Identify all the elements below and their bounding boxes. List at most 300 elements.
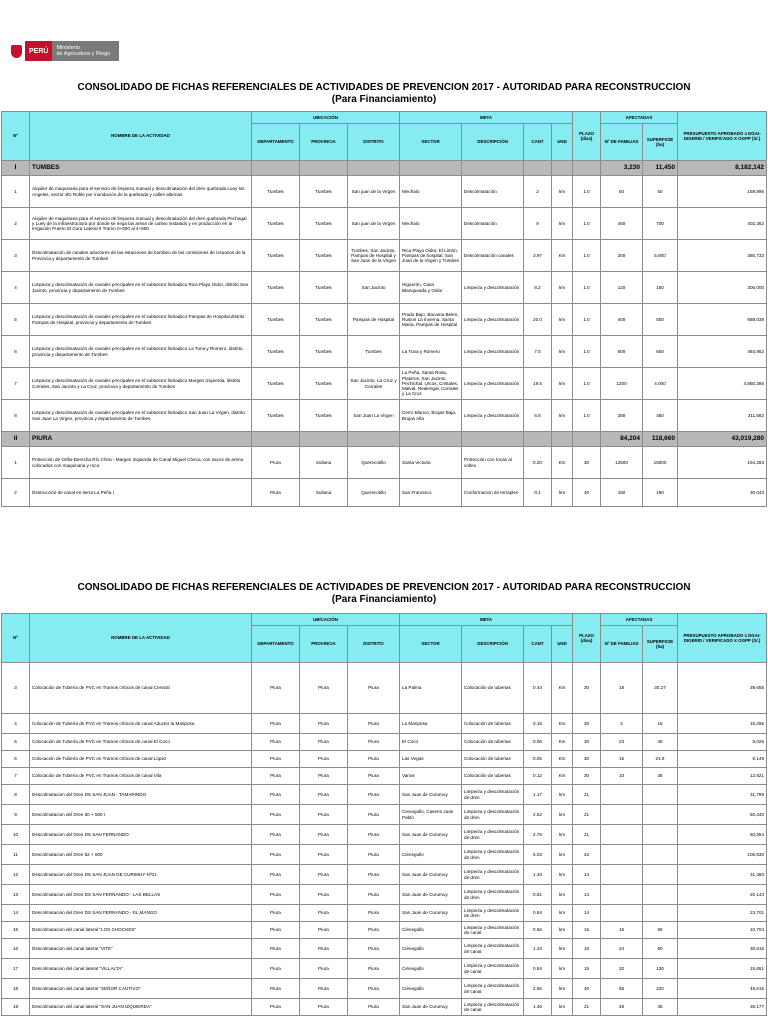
row-sector: La Tuna y Romero bbox=[400, 336, 462, 368]
row-presupuesto: 12,821 bbox=[678, 768, 767, 785]
table-row bbox=[2, 336, 767, 368]
row-descripcion: Limpieza y descolmatación de dren bbox=[462, 905, 524, 922]
row-activity-name: Descolmatacion del Dren DS SAN FERNANDO bbox=[30, 825, 252, 845]
table-row bbox=[2, 999, 767, 1016]
row-und: km bbox=[552, 400, 573, 432]
row-num: 12 bbox=[2, 865, 30, 885]
row-provincia: Tumbes bbox=[300, 304, 348, 336]
row-presupuesto: 30,616 bbox=[678, 939, 767, 959]
header-plazo-label: PLAZO bbox=[579, 130, 594, 136]
row-und: Km bbox=[552, 714, 573, 734]
row-presupuesto: 16,295 bbox=[678, 714, 767, 734]
header-provincia: PROVINCIA bbox=[300, 124, 348, 161]
row-descripcion: Descolmatación bbox=[462, 208, 524, 240]
row-departamento: Piura bbox=[252, 751, 300, 768]
row-superficie: 16 bbox=[643, 714, 678, 734]
row-familias: 150 bbox=[601, 479, 643, 507]
row-und: km bbox=[552, 336, 573, 368]
row-superficie bbox=[643, 865, 678, 885]
header-und: UND bbox=[552, 626, 573, 663]
row-superficie: 500 bbox=[643, 304, 678, 336]
row-familias: 12500 bbox=[601, 447, 643, 479]
row-familias: 280 bbox=[601, 400, 643, 432]
row-cant: 0.61 bbox=[524, 885, 552, 905]
group-empty-cell bbox=[300, 161, 348, 176]
row-num: 3 bbox=[2, 663, 30, 714]
row-provincia: Piura bbox=[300, 845, 348, 865]
row-distrito: Tumbes, San Jacinto, Pampas de Hospital y San Juan de la Virgen bbox=[348, 240, 400, 272]
row-activity-name: Descolmatacion del Dren DS SAN JUAN DE CURIMUY Nº01 bbox=[30, 865, 252, 885]
row-distrito: San Jacinto bbox=[348, 272, 400, 304]
row-descripcion: Limpieza y descolmatación de dren bbox=[462, 805, 524, 825]
header-ubicacion: UBICACIÓN bbox=[252, 112, 400, 124]
coat-of-arms-icon bbox=[7, 41, 25, 61]
row-presupuesto: 39,655 bbox=[678, 663, 767, 714]
row-activity-name: Descolmatacion del canal lateral "VILLALTA" bbox=[30, 959, 252, 979]
row-plazo: 30 bbox=[573, 979, 601, 999]
group-empty-cell bbox=[252, 161, 300, 176]
row-provincia: Piura bbox=[300, 805, 348, 825]
logo-ministry bbox=[52, 41, 114, 61]
header-cant: CANT bbox=[524, 124, 552, 161]
row-plazo: 1.0 bbox=[573, 368, 601, 400]
row-und: Km bbox=[552, 663, 573, 714]
header-plazo bbox=[573, 614, 601, 663]
header-activity-name: NOMBRE DE LA ACTIVIDAD bbox=[30, 112, 252, 161]
row-descripcion: Colocación de tuberias bbox=[462, 714, 524, 734]
row-distrito: Piura bbox=[348, 825, 400, 845]
row-sector: La Mariposa bbox=[400, 714, 462, 734]
header-num: Nº bbox=[2, 112, 30, 161]
row-cant: 20.0 bbox=[524, 304, 552, 336]
row-und: km bbox=[552, 479, 573, 507]
group-empty-cell bbox=[524, 161, 552, 176]
row-provincia: Tumbes bbox=[300, 368, 348, 400]
row-activity-name: Descolmatacion del Dren 50 + 500 I bbox=[30, 805, 252, 825]
row-descripcion: Limpieza y descolmatación de dren bbox=[462, 785, 524, 805]
row-descripcion: Colocación de tuberias bbox=[462, 663, 524, 714]
group-empty-cell bbox=[462, 432, 524, 447]
row-provincia: Piura bbox=[300, 979, 348, 999]
row-plazo: 30 bbox=[573, 447, 601, 479]
header-afectadas: AFECTADAS bbox=[601, 614, 678, 626]
table-row bbox=[2, 885, 767, 905]
row-presupuesto: 484,952 bbox=[678, 336, 767, 368]
row-superficie: 190 bbox=[643, 479, 678, 507]
row-provincia: Piura bbox=[300, 905, 348, 922]
row-plazo: 1.0 bbox=[573, 272, 601, 304]
row-provincia: Tumbes bbox=[300, 272, 348, 304]
group-empty-cell bbox=[573, 161, 601, 176]
row-plazo: 1.0 bbox=[573, 208, 601, 240]
row-num: 6 bbox=[2, 336, 30, 368]
row-descripcion: Limpieza y descolmatación bbox=[462, 400, 524, 432]
row-und: km bbox=[552, 979, 573, 999]
group-familias: 3,230 bbox=[601, 161, 643, 176]
row-superficie: 700 bbox=[643, 208, 678, 240]
row-sector: Ciénegullo bbox=[400, 845, 462, 865]
row-cant: 1.46 bbox=[524, 999, 552, 1016]
row-presupuesto: 380,733 bbox=[678, 240, 767, 272]
row-und: km bbox=[552, 805, 573, 825]
table-row bbox=[2, 922, 767, 939]
row-provincia: Sullana bbox=[300, 447, 348, 479]
row-plazo: 30 bbox=[573, 663, 601, 714]
group-familias: 84,204 bbox=[601, 432, 643, 447]
row-provincia: Piura bbox=[300, 714, 348, 734]
row-plazo: 15 bbox=[573, 922, 601, 939]
row-departamento: Tumbes bbox=[252, 272, 300, 304]
header-plazo-days: (días) bbox=[580, 638, 593, 643]
row-provincia: Tumbes bbox=[300, 336, 348, 368]
row-und: km bbox=[552, 905, 573, 922]
row-sector: Mechalo bbox=[400, 176, 462, 208]
row-descripcion: Limpieza y descolmatación bbox=[462, 304, 524, 336]
row-superficie bbox=[643, 845, 678, 865]
row-descripcion: Colocación de tuberias bbox=[462, 734, 524, 751]
row-activity-name: Colocación de Tubería de PVC en Tramos críticos de canal Vila bbox=[30, 768, 252, 785]
row-provincia: Piura bbox=[300, 999, 348, 1016]
ministry-logo bbox=[7, 41, 119, 61]
row-descripcion: Limpieza y descolmatación de dren bbox=[462, 885, 524, 905]
row-distrito: Piura bbox=[348, 979, 400, 999]
row-distrito: Piura bbox=[348, 751, 400, 768]
row-activity-name: Colocación de Tubería de PVC en Tramos críticos de canal Cerezal bbox=[30, 663, 252, 714]
group-presupuesto: 43,019,280 bbox=[678, 432, 767, 447]
row-departamento: Tumbes bbox=[252, 304, 300, 336]
row-num: 2 bbox=[2, 479, 30, 507]
row-sector: La Peña, Santa Rosa, Plateros, San Jacinto, Pechichal, Urcos, Cristales, Malval, Realengal, Corrales y La Cruz bbox=[400, 368, 462, 400]
row-departamento: Piura bbox=[252, 885, 300, 905]
row-cant: 0.15 bbox=[524, 714, 552, 734]
row-departamento: Tumbes bbox=[252, 176, 300, 208]
row-presupuesto: 194,283 bbox=[678, 447, 767, 479]
row-plazo: 1.0 bbox=[573, 336, 601, 368]
row-sector: San Juan de Curumuy bbox=[400, 999, 462, 1016]
row-familias bbox=[601, 805, 643, 825]
row-provincia: Piura bbox=[300, 785, 348, 805]
row-descripcion: Limpieza y descolmatación de canal bbox=[462, 922, 524, 939]
row-familias: 1200 bbox=[601, 368, 643, 400]
row-plazo: 30 bbox=[573, 734, 601, 751]
row-distrito: Piura bbox=[348, 663, 400, 714]
row-cant: 2.55 bbox=[524, 979, 552, 999]
group-superficie: 118,660 bbox=[643, 432, 678, 447]
row-distrito: Piura bbox=[348, 939, 400, 959]
row-activity-name: Alquiler de maquinaria para el servicio de limpieza manual y descolmatación del dren quebrada Luey los Angeles, sector xlD Roble por inundación de la quebrada y calles alternas bbox=[30, 176, 252, 208]
table-row bbox=[2, 979, 767, 999]
row-num: 7 bbox=[2, 768, 30, 785]
row-descripcion: Descolmatación canales bbox=[462, 240, 524, 272]
group-num: II bbox=[2, 432, 30, 447]
row-cant: 0.20 bbox=[524, 447, 552, 479]
row-provincia: Tumbes bbox=[300, 208, 348, 240]
row-sector: San Juan de Curumuy bbox=[400, 825, 462, 845]
row-sector: San Juan de Curumuy bbox=[400, 785, 462, 805]
header-familias: Nº DE FAMILIAS bbox=[601, 626, 643, 663]
table-row bbox=[2, 240, 767, 272]
row-presupuesto: 158,896 bbox=[678, 176, 767, 208]
row-und: km bbox=[552, 272, 573, 304]
row-sector: Ciénegullo bbox=[400, 959, 462, 979]
row-plazo: 21 bbox=[573, 785, 601, 805]
row-plazo: 14 bbox=[573, 905, 601, 922]
group-empty-cell bbox=[348, 432, 400, 447]
row-presupuesto: 45,615 bbox=[678, 979, 767, 999]
row-sector: San Francisco bbox=[400, 479, 462, 507]
group-empty-cell bbox=[524, 432, 552, 447]
header-afectadas: AFECTADAS bbox=[601, 112, 678, 124]
row-num: 1 bbox=[2, 447, 30, 479]
row-plazo: 30 bbox=[573, 751, 601, 768]
row-departamento: Piura bbox=[252, 979, 300, 999]
row-num: 19 bbox=[2, 999, 30, 1016]
header-activity-name: NOMBRE DE LA ACTIVIDAD bbox=[30, 614, 252, 663]
row-descripcion: Limpieza y descolmatación bbox=[462, 368, 524, 400]
row-distrito: Piura bbox=[348, 885, 400, 905]
row-presupuesto: 23,701 bbox=[678, 905, 767, 922]
row-familias: 24 bbox=[601, 939, 643, 959]
table-row bbox=[2, 304, 767, 336]
page-subtitle-2: (Para Financiamiento) bbox=[331, 594, 437, 605]
row-num: 2 bbox=[2, 208, 30, 240]
row-descripcion: Limpieza y descolmatación de dren bbox=[462, 825, 524, 845]
row-plazo: 14 bbox=[573, 885, 601, 905]
row-familias bbox=[601, 785, 643, 805]
row-activity-name: Destrucción de canal en tierra La Peña I bbox=[30, 479, 252, 507]
row-cant: 0.56 bbox=[524, 922, 552, 939]
row-sector: Rica Playa Oidor, El Limón, Pampas de hospital, San Juan de la Virgen y Tumbes bbox=[400, 240, 462, 272]
row-distrito: Piura bbox=[348, 805, 400, 825]
row-familias: 50 bbox=[601, 176, 643, 208]
row-superficie: 130 bbox=[643, 959, 678, 979]
row-sector: Prado Bajo, Bacama Belen, Rusion La Inverna, Santa Maria, Pampas de Hospital bbox=[400, 304, 462, 336]
row-presupuesto: 31,789 bbox=[678, 785, 767, 805]
row-num: 6 bbox=[2, 751, 30, 768]
row-und: Km bbox=[552, 240, 573, 272]
header-descripcion: DESCRIPCIÓN bbox=[462, 124, 524, 161]
group-empty-cell bbox=[552, 161, 573, 176]
row-plazo: 30 bbox=[573, 479, 601, 507]
row-departamento: Piura bbox=[252, 959, 300, 979]
row-num: 8 bbox=[2, 785, 30, 805]
group-name: PIURA bbox=[30, 432, 252, 447]
row-provincia: Piura bbox=[300, 885, 348, 905]
row-superficie: 600 bbox=[643, 336, 678, 368]
row-num: 18 bbox=[2, 979, 30, 999]
group-name: TUMBES bbox=[30, 161, 252, 176]
row-sector: Cerro Blanco, Brujas Baja, Brujas Alta bbox=[400, 400, 462, 432]
row-descripcion: Conformacion de terraplen bbox=[462, 479, 524, 507]
row-plazo: 30 bbox=[573, 714, 601, 734]
row-superficie: 65 bbox=[643, 922, 678, 939]
row-familias: 32 bbox=[601, 959, 643, 979]
row-distrito: Querecotillo bbox=[348, 479, 400, 507]
page-title: CONSOLIDADO DE FICHAS REFERENCIALES DE ACTIVIDADES DE PREVENCION 2017 - AUTORIDAD PARA RECONSTRUCCION bbox=[77, 82, 691, 93]
row-familias: 500 bbox=[601, 336, 643, 368]
row-sector: El Coco bbox=[400, 734, 462, 751]
row-departamento: Tumbes bbox=[252, 240, 300, 272]
row-familias bbox=[601, 885, 643, 905]
row-num: 7 bbox=[2, 368, 30, 400]
row-cant: 0.12 bbox=[524, 768, 552, 785]
row-distrito: Piura bbox=[348, 905, 400, 922]
row-plazo: 21 bbox=[573, 999, 601, 1016]
row-familias: 460 bbox=[601, 208, 643, 240]
row-descripcion: Protección con rocas al volteo bbox=[462, 447, 524, 479]
table-row bbox=[2, 272, 767, 304]
row-departamento: Piura bbox=[252, 865, 300, 885]
table-row bbox=[2, 368, 767, 400]
header-distrito: DISTRITO bbox=[348, 626, 400, 663]
row-cant: 2 bbox=[524, 176, 552, 208]
header-departamento: DEPARTAMENTO bbox=[252, 626, 300, 663]
row-activity-name: Descolmatacion del Dren DS SAN JUAN - TAMARINDO bbox=[30, 785, 252, 805]
row-num: 16 bbox=[2, 939, 30, 959]
logo-country: PERÚ bbox=[25, 41, 52, 61]
row-sector: San Juan de Curumuy bbox=[400, 905, 462, 922]
row-provincia: Piura bbox=[300, 734, 348, 751]
row-und: km bbox=[552, 959, 573, 979]
group-empty-cell bbox=[573, 432, 601, 447]
logo-ministry-line1: Ministerio bbox=[56, 45, 80, 51]
row-sector: La Palma bbox=[400, 663, 462, 714]
row-distrito: Piura bbox=[348, 922, 400, 939]
row-familias: 23 bbox=[601, 734, 643, 751]
row-provincia: Tumbes bbox=[300, 400, 348, 432]
table-row bbox=[2, 479, 767, 507]
row-sector: Cienegullo, Caserio Juan Pablo bbox=[400, 805, 462, 825]
table-row bbox=[2, 845, 767, 865]
table-row bbox=[2, 785, 767, 805]
row-num: 5 bbox=[2, 304, 30, 336]
row-superficie: 45 bbox=[643, 999, 678, 1016]
row-activity-name: Limpieza y descolmatación de canales principales en el subsector hidraulico La Tuna y Romero, distrito, provincia y departamento de Tumbes bbox=[30, 336, 252, 368]
row-departamento: Tumbes bbox=[252, 400, 300, 432]
header-und: UND bbox=[552, 124, 573, 161]
row-presupuesto: 50,340 bbox=[678, 805, 767, 825]
row-familias: 10 bbox=[601, 768, 643, 785]
row-familias: 4 bbox=[601, 714, 643, 734]
row-activity-name: Colocación de Tubería de PVC en Tramos críticos de canal López bbox=[30, 751, 252, 768]
row-plazo: 1.0 bbox=[573, 240, 601, 272]
group-empty-cell bbox=[400, 161, 462, 176]
row-descripcion: Limpieza y descolmatación de canal bbox=[462, 979, 524, 999]
row-superficie: 30.27 bbox=[643, 663, 678, 714]
activities-table-2 bbox=[1, 613, 767, 1016]
row-num: 11 bbox=[2, 845, 30, 865]
row-sector: Las Vegas bbox=[400, 751, 462, 768]
row-descripcion: Descolmatación bbox=[462, 176, 524, 208]
table-row bbox=[2, 825, 767, 845]
row-num: 5 bbox=[2, 734, 30, 751]
row-familias bbox=[601, 865, 643, 885]
header-superficie: SUPERFICIE (ha) bbox=[643, 626, 678, 663]
row-distrito: Piura bbox=[348, 714, 400, 734]
row-plazo: 1.0 bbox=[573, 176, 601, 208]
row-departamento: Piura bbox=[252, 939, 300, 959]
row-num: 9 bbox=[2, 805, 30, 825]
row-plazo: 15 bbox=[573, 939, 601, 959]
row-provincia: Piura bbox=[300, 751, 348, 768]
row-provincia: Piura bbox=[300, 768, 348, 785]
row-presupuesto: 311,582 bbox=[678, 400, 767, 432]
row-cant: 9 bbox=[524, 208, 552, 240]
row-distrito: Piura bbox=[348, 785, 400, 805]
row-und: Km bbox=[552, 447, 573, 479]
row-sector: San Juan de Curumuy bbox=[400, 865, 462, 885]
row-num: 10 bbox=[2, 825, 30, 845]
row-departamento: Piura bbox=[252, 663, 300, 714]
row-cant: 2.75 bbox=[524, 825, 552, 845]
header-familias: Nº DE FAMILIAS bbox=[601, 124, 643, 161]
table-row bbox=[2, 714, 767, 734]
row-superficie: 45 bbox=[643, 734, 678, 751]
row-distrito: San juan de la Virgen bbox=[348, 208, 400, 240]
header-distrito: DISTRITO bbox=[348, 124, 400, 161]
header-cant: CANT bbox=[524, 626, 552, 663]
header-superficie: SUPERFICIE (ha) bbox=[643, 124, 678, 161]
row-num: 17 bbox=[2, 959, 30, 979]
table-row bbox=[2, 400, 767, 432]
row-cant: 8.2 bbox=[524, 272, 552, 304]
row-cant: 7.5 bbox=[524, 336, 552, 368]
row-cant: 19.5 bbox=[524, 368, 552, 400]
row-activity-name: Descolmatacion del Dren DS SAN FERNANDO - EL MANGO bbox=[30, 905, 252, 922]
row-departamento: Piura bbox=[252, 922, 300, 939]
row-departamento: Tumbes bbox=[252, 336, 300, 368]
row-departamento: Tumbes bbox=[252, 368, 300, 400]
row-cant: 0.06 bbox=[524, 734, 552, 751]
header-plazo bbox=[573, 112, 601, 161]
row-cant: 1.23 bbox=[524, 939, 552, 959]
table-row bbox=[2, 734, 767, 751]
row-activity-name: Descolmatacion del canal lateral "LOS CHOCHES" bbox=[30, 922, 252, 939]
row-descripcion: Limpieza y descolmatación bbox=[462, 336, 524, 368]
row-superficie: 15000 bbox=[643, 447, 678, 479]
row-provincia: Piura bbox=[300, 922, 348, 939]
row-cant: 6.8 bbox=[524, 400, 552, 432]
row-und: km bbox=[552, 208, 573, 240]
row-superficie bbox=[643, 885, 678, 905]
group-empty-cell bbox=[348, 161, 400, 176]
row-num: 8 bbox=[2, 400, 30, 432]
row-provincia: Sullana bbox=[300, 479, 348, 507]
row-activity-name: Limpieza y descolmatación de canales principales en el subsector hidraulico Margen Izquierda, distrito Corrales, San Jacinto y La Cruz, provincia y departamento de Tumbes bbox=[30, 368, 252, 400]
logo-ministry-line2: de Agricultura y Riego bbox=[56, 51, 111, 57]
row-superficie bbox=[643, 825, 678, 845]
row-familias: 200 bbox=[601, 240, 643, 272]
row-familias bbox=[601, 845, 643, 865]
row-plazo: 14 bbox=[573, 865, 601, 885]
row-sector: San Juan de Curumuy bbox=[400, 885, 462, 905]
row-activity-name: Descolmatacion del canal lateral "VITE" bbox=[30, 939, 252, 959]
row-departamento: Tumbes bbox=[252, 208, 300, 240]
group-row bbox=[2, 432, 767, 447]
row-und: km bbox=[552, 304, 573, 336]
table-row bbox=[2, 905, 767, 922]
row-sector: Ciénegullo bbox=[400, 922, 462, 939]
row-plazo: 21 bbox=[573, 825, 601, 845]
row-provincia: Tumbes bbox=[300, 240, 348, 272]
row-num: 4 bbox=[2, 272, 30, 304]
table-row bbox=[2, 768, 767, 785]
row-activity-name: Limpieza y descolmatación de canales principales en el subsector hidraulico Pampas de Hospital,distrito Pampas de Hospital, provincia y departamento de Tumbes bbox=[30, 304, 252, 336]
row-presupuesto: 8,025 bbox=[678, 734, 767, 751]
row-departamento: Piura bbox=[252, 447, 300, 479]
header-meta: META bbox=[400, 614, 573, 626]
row-distrito: Pampas de Hospital bbox=[348, 304, 400, 336]
